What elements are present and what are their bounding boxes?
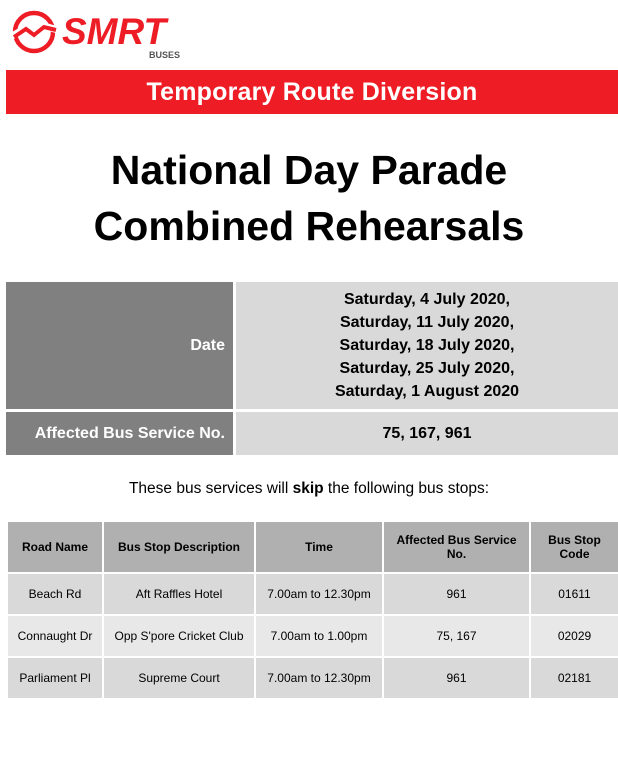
- cell-stop-code: 01611: [530, 573, 618, 615]
- cell-service: 961: [383, 573, 530, 615]
- smrt-logo: [10, 6, 200, 62]
- title-line-2: Combined Rehearsals: [93, 203, 525, 249]
- route-diversion-banner: [6, 70, 618, 114]
- cell-description: Supreme Court: [103, 657, 255, 699]
- header-bus-stop-code: Bus Stop Code: [530, 521, 618, 573]
- date-line: Saturday, 4 July 2020,: [343, 291, 510, 308]
- banner-text: Temporary Route Diversion: [146, 77, 478, 106]
- bus-stops-table: [6, 520, 618, 700]
- service-label: Affected Bus Service No.: [6, 412, 236, 455]
- cell-service: 961: [383, 657, 530, 699]
- table-row: [7, 657, 618, 699]
- cell-stop-code: 02181: [530, 657, 618, 699]
- logo-sub-text: BUSES: [149, 50, 181, 60]
- header-affected-service: Affected Bus Service No.: [383, 521, 530, 573]
- notice-title: [0, 142, 618, 254]
- date-line: Saturday, 11 July 2020,: [339, 314, 515, 331]
- service-row: [6, 412, 618, 455]
- title-line-1: National Day Parade: [110, 147, 508, 193]
- logo-brand-text: SMRT: [62, 11, 167, 52]
- date-line: Saturday, 25 July 2020,: [339, 360, 515, 377]
- date-line: Saturday, 1 August 2020: [334, 383, 520, 400]
- cell-road-name: Parliament Pl: [7, 657, 103, 699]
- note-after: the following bus stops:: [323, 480, 490, 497]
- date-label: Date: [6, 282, 236, 409]
- skip-note: [0, 480, 618, 498]
- cell-road-name: Beach Rd: [7, 573, 103, 615]
- cell-service: 75, 167: [383, 615, 530, 657]
- cell-time: 7.00am to 12.30pm: [255, 573, 383, 615]
- cell-description: Opp S'pore Cricket Club: [103, 615, 255, 657]
- info-table: [6, 282, 618, 455]
- cell-time: 7.00am to 12.30pm: [255, 657, 383, 699]
- cell-road-name: Connaught Dr: [7, 615, 103, 657]
- header-road-name: Road Name: [7, 521, 103, 573]
- service-values: 75, 167, 961: [236, 412, 618, 455]
- cell-time: 7.00am to 1.00pm: [255, 615, 383, 657]
- header-bus-stop-description: Bus Stop Description: [103, 521, 255, 573]
- date-values: [236, 282, 618, 409]
- note-before: These bus services will: [128, 480, 293, 497]
- date-row: [6, 282, 618, 412]
- cell-description: Aft Raffles Hotel: [103, 573, 255, 615]
- note-emphasis: skip: [292, 480, 324, 497]
- cell-stop-code: 02029: [530, 615, 618, 657]
- date-line: Saturday, 18 July 2020,: [339, 337, 515, 354]
- table-row: [7, 573, 618, 615]
- header-time: Time: [255, 521, 383, 573]
- table-header-row: [7, 521, 618, 573]
- table-row: [7, 615, 618, 657]
